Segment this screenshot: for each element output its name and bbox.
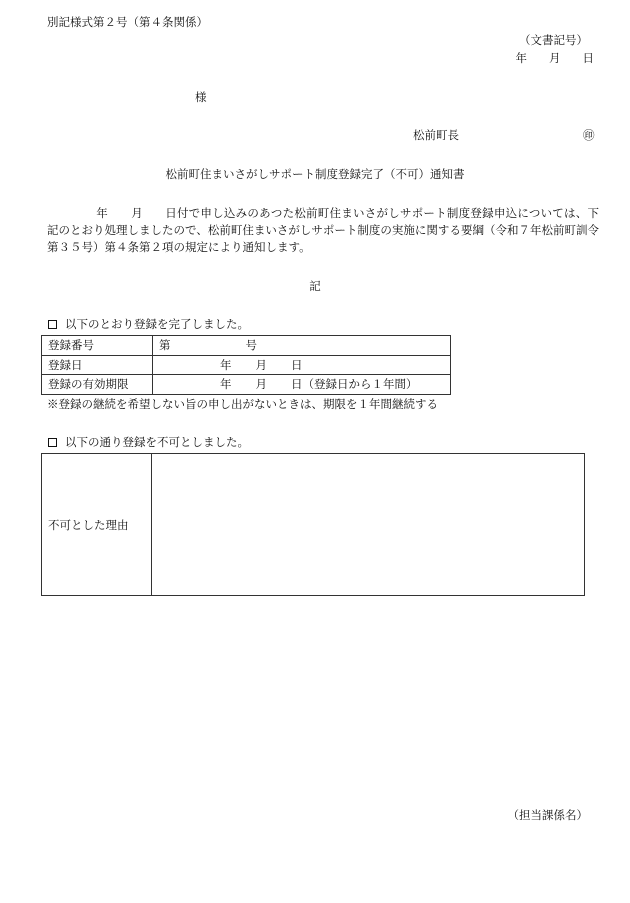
date-month-label: 月	[549, 51, 561, 65]
row-label: 登録の有効期限	[42, 375, 153, 395]
department-name: （担当課係名）	[507, 808, 588, 822]
month-label: 月	[255, 357, 267, 372]
reject-reason-label: 不可とした理由	[42, 454, 152, 595]
year-label: 年	[220, 377, 232, 392]
row-label: 登録日	[42, 355, 153, 375]
table-row	[42, 375, 451, 395]
body-paragraph: 日付で申し込みのあつた松前町住まいさがしサポート制度登録申込については、下記のとおり処理しましたので、松前町住まいさがしサポート制度の実施に関する要綱（令和７年松前町訓令第３５号）第４条第２項の規定により通知します。	[47, 206, 600, 254]
continuation-note: ※登録の継続を希望しない旨の申し出がないときは、期限を１年間継続する	[47, 397, 438, 411]
registration-table	[41, 335, 451, 395]
registration-date-cell	[153, 355, 451, 375]
form-number: 別記様式第２号（第４条関係）	[47, 15, 208, 29]
complete-heading-text: 以下のとおり登録を完了しました。	[65, 317, 249, 331]
ki-heading: 記	[309, 279, 321, 293]
complete-section-heading	[48, 317, 249, 331]
seal-mark: ㊞	[583, 128, 595, 142]
number-prefix: 第	[159, 338, 171, 353]
reject-heading-text: 以下の通り登録を不可としました。	[65, 435, 249, 449]
document-code: （文書記号）	[519, 33, 588, 47]
document-title: 松前町住まいさがしサポート制度登録完了（不可）通知書	[165, 167, 465, 181]
reject-reason-box	[41, 453, 585, 596]
addressee-suffix: 様	[195, 90, 207, 104]
table-row	[42, 355, 451, 375]
registration-number-cell	[153, 336, 451, 356]
reject-checkbox[interactable]	[48, 438, 57, 447]
date-day-label: 日	[582, 51, 594, 65]
complete-checkbox[interactable]	[48, 320, 57, 329]
row-label: 登録番号	[42, 336, 153, 356]
reject-reason-field[interactable]	[152, 454, 584, 595]
expiry-date-cell	[153, 375, 451, 395]
date-year-label: 年	[515, 51, 527, 65]
month-label: 月	[255, 377, 267, 392]
body-text	[47, 205, 599, 256]
year-label: 年	[220, 357, 232, 372]
issuer-name: 松前町長	[413, 128, 459, 142]
day-label: 日	[291, 357, 303, 372]
issue-date	[516, 51, 595, 65]
number-suffix: 号	[245, 338, 257, 353]
reject-section-heading	[48, 435, 249, 449]
day-label: 日（登録日から１年間）	[291, 377, 418, 392]
body-year-label: 年	[96, 206, 108, 220]
table-row	[42, 336, 451, 356]
body-month-label: 月	[130, 206, 143, 220]
